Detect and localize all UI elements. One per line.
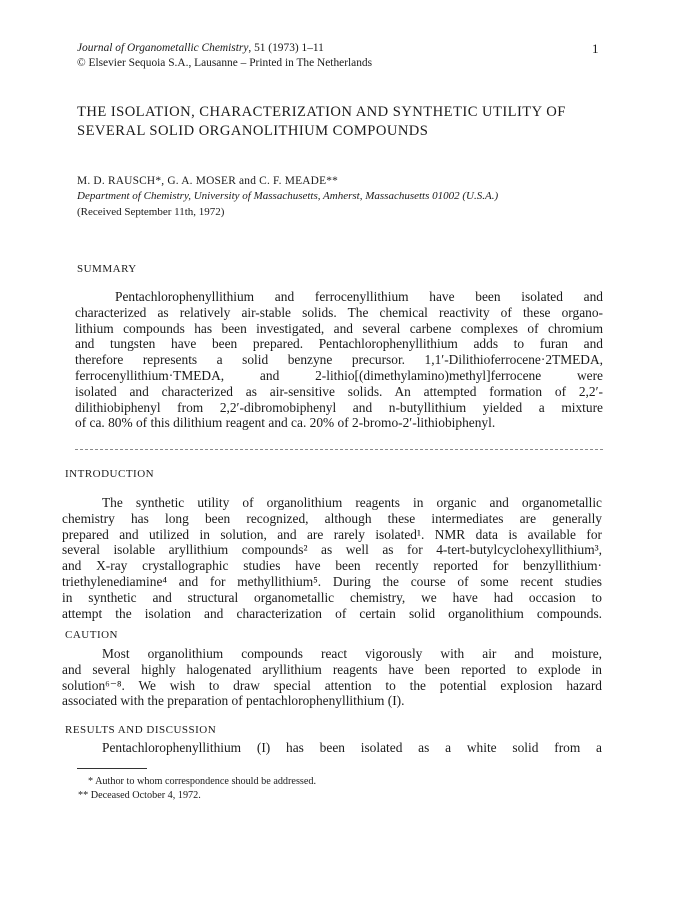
summary-line: therefore represents a solid benzyne precursor. 1,1′-Dilithioferrocene·2TMEDA, — [75, 352, 603, 368]
summary-heading: SUMMARY — [77, 263, 137, 275]
introduction-heading: INTRODUCTION — [65, 468, 155, 480]
caution-line: solution⁶⁻⁸. We wish to draw special attention to the potential explosion hazard — [62, 677, 602, 693]
summary-line: characterized as relatively air-stable solids. The chemical reactivity of these organo- — [75, 304, 603, 320]
caution-line: Most organolithium compounds react vigorously with air and moisture, — [102, 646, 602, 661]
introduction-line: chemistry has long been recognized, although these intermediates are generally — [62, 510, 602, 526]
caution-line: associated with the preparation of pentachlorophenyllithium (I). — [62, 693, 405, 709]
copyright-notice: © Elsevier Sequoia S.A., Lausanne – Printed in The Netherlands — [77, 57, 373, 69]
article-title — [77, 103, 617, 141]
introduction-line: triethylenediamine⁴ and for methyllithium⁵. During the course of some recent studies — [62, 573, 602, 589]
introduction-line: several isolable aryllithium compounds² as well as for 4-tert-butylcyclohexyllithium³, — [62, 542, 602, 558]
journal-volume-pages: , 51 (1973) 1–11 — [248, 42, 324, 54]
caution-line: and several highly halogenated aryllithium reagents have been reported to explode in — [62, 661, 602, 677]
results-line: Pentachlorophenyllithium (I) has been isolated as a white solid from a — [102, 740, 602, 755]
introduction-line: The synthetic utility of organolithium reagents in organic and organometallic — [102, 495, 602, 510]
summary-line: Pentachlorophenyllithium and ferrocenyllithium have been isolated and — [115, 289, 603, 304]
footnote-deceased: ** Deceased October 4, 1972. — [78, 790, 201, 801]
introduction-line: and X-ray crystallographic studies have been recently reported for benzyllithium· — [62, 558, 602, 574]
summary-line: isolated and characterized as air-sensitive solids. An attempted formation of 2,2′- — [75, 383, 603, 399]
summary-line: and tungsten have been prepared. Pentachlorophenyllithium adds to furan and — [75, 336, 603, 352]
affiliation: Department of Chemistry, University of Massachusetts, Amherst, Massachusetts 01002 (U.S.A.) — [77, 190, 499, 202]
introduction-line: in synthetic and structural organometallic chemistry, we have had occasion to — [62, 589, 602, 605]
article-title-line-1: THE ISOLATION, CHARACTERIZATION AND SYNTHETIC UTILITY OF — [77, 104, 566, 120]
footnote-divider — [77, 768, 147, 769]
caution-heading: CAUTION — [65, 629, 118, 641]
introduction-paragraph — [62, 495, 602, 621]
summary-line: ferrocenyllithium·TMEDA, and 2-lithio[(dimethylamino)methyl]ferrocene were — [75, 367, 603, 383]
summary-line: dilithiobiphenyl from 2,2′-dibromobiphenyl and n-butyllithium yielded a mixture — [75, 399, 603, 415]
article-title-line-2: SEVERAL SOLID ORGANOLITHIUM COMPOUNDS — [77, 123, 429, 139]
introduction-line: prepared and utilized in solution, and are rarely isolated¹. NMR data is available for — [62, 526, 602, 542]
introduction-line: attempt the isolation and characterization of certain solid organolithium compounds. — [62, 605, 602, 621]
results-heading: RESULTS AND DISCUSSION — [65, 724, 217, 736]
caution-paragraph — [62, 646, 602, 709]
received-date: (Received September 11th, 1972) — [77, 206, 225, 218]
page-number: 1 — [592, 41, 599, 56]
section-divider — [75, 449, 603, 450]
footnote-corresponding-author: * Author to whom correspondence should be addressed. — [88, 776, 317, 787]
summary-line: of ca. 80% of this dilithium reagent and ca. 20% of 2-bromo-2′-lithiobiphenyl. — [75, 415, 496, 431]
summary-paragraph — [75, 289, 603, 431]
journal-name: Journal of Organometallic Chemistry — [77, 42, 249, 54]
summary-line: lithium compounds has been investigated, and several carbene complexes of chromium — [75, 320, 603, 336]
author-list: M. D. RAUSCH*, G. A. MOSER and C. F. MEADE** — [77, 175, 339, 187]
results-paragraph — [62, 740, 602, 756]
journal-citation — [77, 41, 324, 56]
